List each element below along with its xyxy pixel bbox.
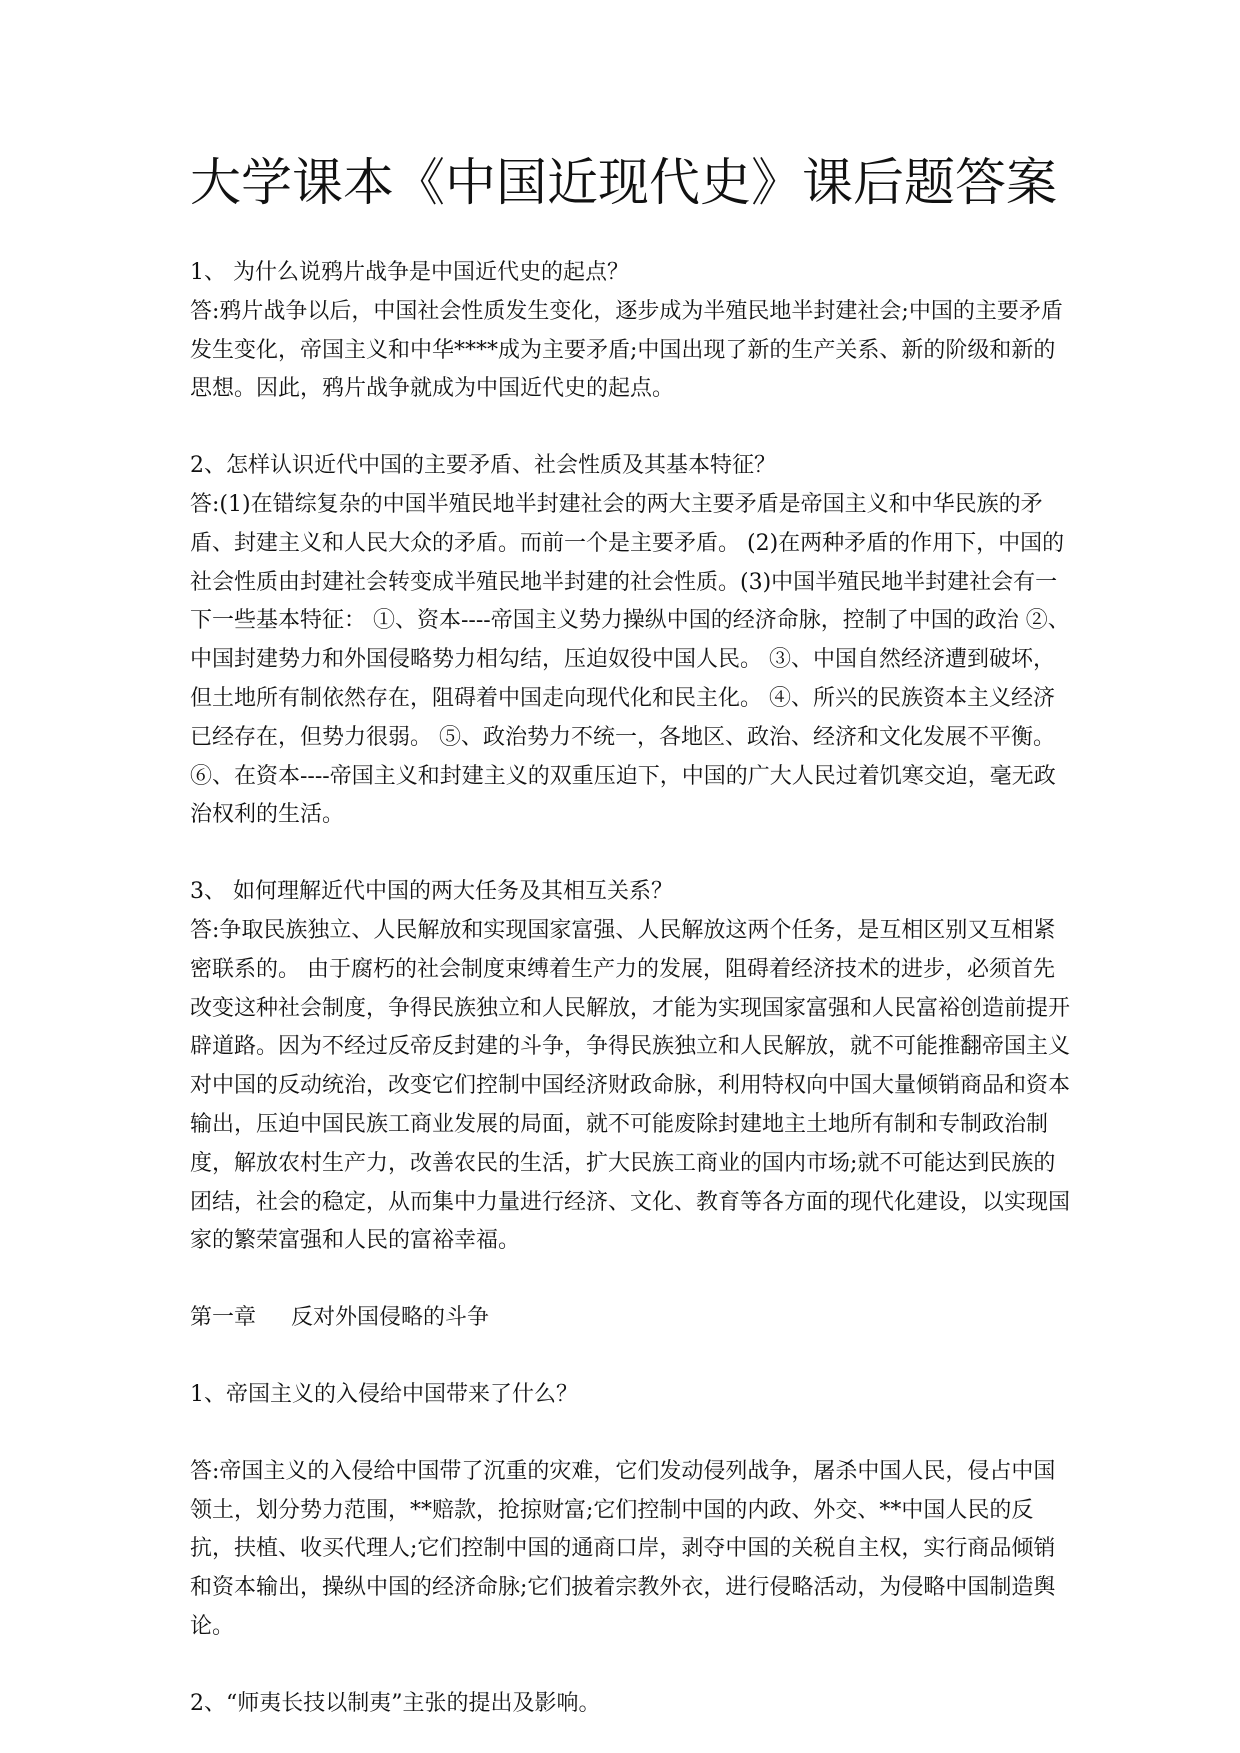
paragraph-spacer <box>190 1338 1070 1376</box>
question-1: 1、 为什么说鸦片战争是中国近代史的起点？ <box>190 260 629 285</box>
paragraph-spacer <box>190 1647 1070 1685</box>
paragraph-spacer <box>190 1261 1070 1299</box>
chapter-question-2: 2、“师夷长技以制夷”主张的提出及影响。 <box>190 1690 601 1716</box>
chapter-question-1: 1、帝国主义的入侵给中国带来了什么？ <box>190 1381 578 1407</box>
question-3: 3、 如何理解近代中国的两大任务及其相互关系？ <box>190 879 673 905</box>
question-2: 2、怎样认识近代中国的主要矛盾、社会性质及其基本特征？ <box>190 453 776 479</box>
paragraph-spacer <box>190 409 1070 447</box>
document-content <box>190 150 1070 1724</box>
chapter-answer-1: 答:帝国主义的入侵给中国带了沉重的灾难，它们发动侵列战争，屠杀中国人民，侵占中国领土，划分势力范围，**赔款，抢掠财富;它们控制中国的内政、外交、**中国人民的反抗，扶植、收买代理人;它们控制中国的通商口岸，剥夺中国的关税自主权，实行商品倾销和资本输出，操纵中国的经济命脉;它们披着宗教外衣，进行侵略活动，为侵略中国制造舆论。 <box>190 1458 1056 1639</box>
answer-2: 答:(1)在错综复杂的中国半殖民地半封建社会的两大主要矛盾是帝国主义和中华民族的矛盾、封建主义和人民大众的矛盾。而前一个是主要矛盾。 (2)在两种矛盾的作用下，中国的社会性质由封建社会转变成半殖民地半封建的社会性质。(3)中国半殖民地半封建社会有一下一些基本特征： ①、资本----帝国主义势力操纵中国的经济命脉，控制了中国的政治 ②、中国封建势力和外国侵略势力相勾结，压迫奴役中国人民。 ③、中国自然经济遭到破坏，但土地所有制依然存在，阻碍着中国走向现代化和民主化。 ④、所兴的民族资本主义经济已经存在，但势力很弱。 ⑤、政治势力不统一，各地区、政治、经济和文化发展不平衡。 ⑥、在资本----帝国主义和封建主义的双重压迫下，中国的广大人民过着饥寒交迫，毫无政治权利的生活。 <box>190 491 1070 828</box>
chapter-heading: 第一章 反对外国侵略的斗争 <box>190 1305 489 1331</box>
paragraph-spacer <box>190 1415 1070 1453</box>
answer-1: 答:鸦片战争以后，中国社会性质发生变化，逐步成为半殖民地半封建社会;中国的主要矛盾发生变化，帝国主义和中华****成为主要矛盾;中国出现了新的生产关系、新的阶级和新的思想。因此，鸦片战争就成为中国近代史的起点。 <box>190 298 1063 402</box>
document-title: 大学课本《中国近现代史》课后题答案 <box>190 154 1058 213</box>
answer-3: 答:争取民族独立、人民解放和实现国家富强、人民解放这两个任务，是互相区别又互相紧密联系的。 由于腐朽的社会制度束缚着生产力的发展，阻碍着经济技术的进步，必须首先改变这种社会制度，争得民族独立和人民解放，才能为实现国家富强和人民富裕创造前提开辟道路。因为不经过反帝反封建的斗争，争得民族独立和人民解放，就不可能推翻帝国主义对中国的反动统治，改变它们控制中国经济财政命脉，利用特权向中国大量倾销商品和资本输出，压迫中国民族工商业发展的局面，就不可能废除封建地主土地所有制和专制政治制度，解放农村生产力，改善农民的生活，扩大民族工商业的国内市场;就不可能达到民族的团结，社会的稳定，从而集中力量进行经济、文化、教育等各方面的现代化建设，以实现国家的繁荣富强和人民的富裕幸福。 <box>190 917 1071 1254</box>
paragraph-spacer <box>190 835 1070 873</box>
